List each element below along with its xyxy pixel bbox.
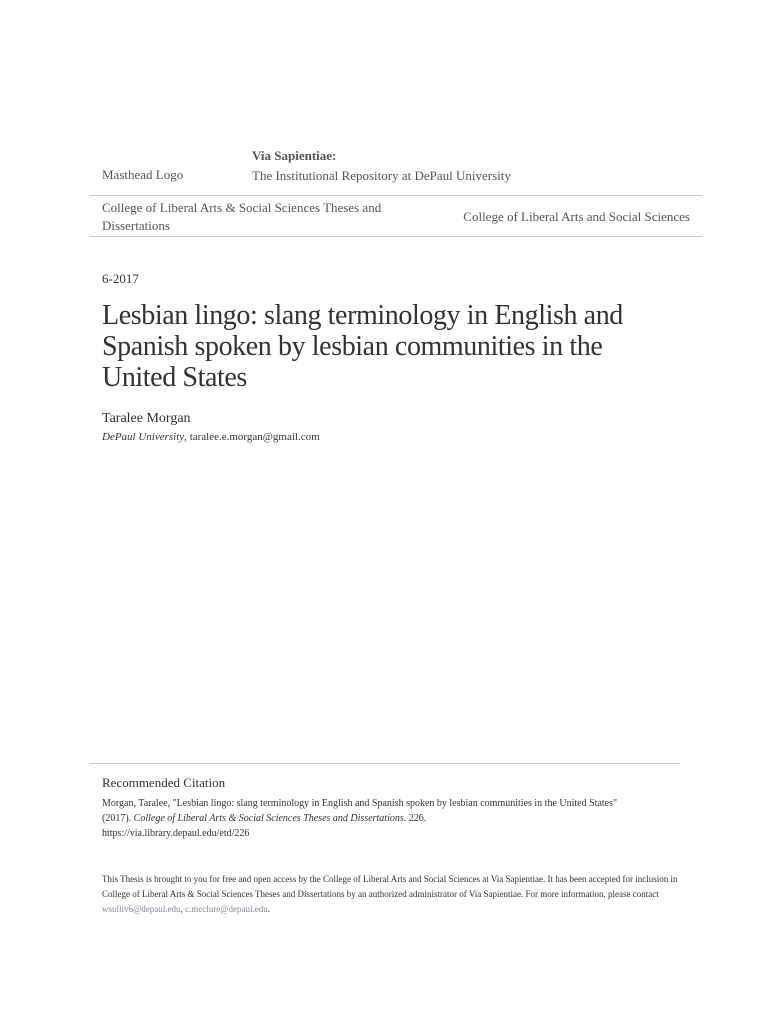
repository-subtitle[interactable]: The Institutional Repository at DePaul University bbox=[252, 168, 511, 183]
series-link[interactable]: College of Liberal Arts & Social Sciences Theses and Dissertations bbox=[102, 200, 382, 233]
citation-series: College of Liberal Arts & Social Sciences Theses and Dissertations bbox=[133, 813, 404, 824]
contact-email-link[interactable]: wsulliv6@depaul.edu bbox=[102, 904, 181, 914]
affiliation-email: , taralee.e.morgan@gmail.com bbox=[184, 431, 320, 443]
publication-date: 6-2017 bbox=[102, 271, 139, 286]
citation-year: (2017). bbox=[102, 813, 134, 824]
citation-divider bbox=[90, 763, 680, 764]
author-name[interactable]: Taralee Morgan bbox=[102, 411, 191, 426]
affiliation-institution: DePaul University bbox=[102, 431, 185, 443]
repository-heading bbox=[252, 147, 511, 185]
document-title: Lesbian lingo: slang terminology in English and Spanish spoken by lesbian communities in the United States bbox=[102, 300, 623, 393]
citation-url[interactable]: https://via.library.depaul.edu/etd/226 bbox=[102, 828, 250, 839]
college-link[interactable]: College of Liberal Arts and Social Sciences bbox=[463, 209, 690, 224]
notice-text: This Thesis is brought to you for free and open access by the College of Liberal Arts and Social Sciences at Via Sapientiae. It has been accepted for inclusion in College of Liberal Arts & Social Sciences Theses and Dissertations by an authorized administrator of Via Sapientiae. For more information, please contact bbox=[102, 874, 678, 899]
citation-heading: Recommended Citation bbox=[102, 775, 226, 790]
citation-number: . 226. bbox=[403, 813, 427, 824]
notice-separator: , bbox=[180, 904, 186, 914]
citation-text bbox=[102, 796, 662, 841]
repository-name[interactable]: Via Sapientiae: bbox=[252, 148, 337, 163]
contact-email-link-2[interactable]: c.mcclure@depaul.edu bbox=[185, 904, 268, 914]
header-divider-bottom bbox=[90, 236, 702, 237]
masthead-logo[interactable]: Masthead Logo bbox=[102, 167, 184, 182]
author-affiliation bbox=[102, 431, 320, 443]
header-divider-top bbox=[90, 195, 702, 196]
citation-line: Morgan, Taralee, "Lesbian lingo: slang terminology in English and Spanish spoken by lesbian communities in the United States" bbox=[102, 798, 618, 809]
notice-end: . bbox=[267, 904, 271, 914]
access-notice bbox=[102, 872, 682, 917]
